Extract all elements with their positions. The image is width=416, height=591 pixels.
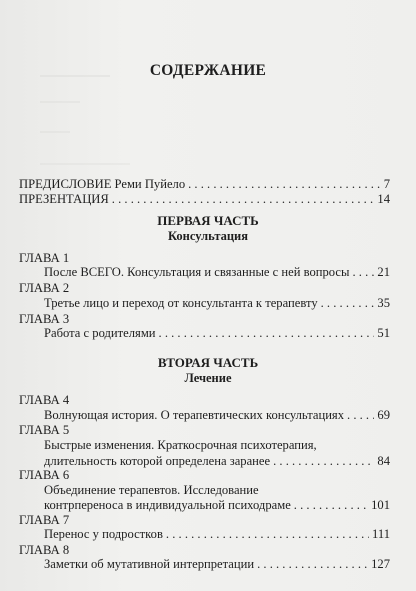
toc-entry[interactable] [44,326,390,341]
leader-dots [321,296,375,311]
toc-entry-page: 127 [371,557,390,571]
leader-dots [112,192,375,207]
leader-dots [347,408,374,423]
toc-entry-page: 14 [377,192,390,206]
chapter-label: ГЛАВА 1 [19,251,70,265]
part-subtitle: Лечение [184,371,232,385]
toc-entry-page: 21 [377,265,390,279]
toc-entry-title: Перенос у подростков [44,527,163,541]
chapter-label: ГЛАВА 5 [19,423,70,437]
toc-entry[interactable] [44,498,390,513]
chapter-label: ГЛАВА 6 [19,468,70,482]
toc-entry-title: Волнующая история. О терапевтических консультациях [44,408,345,422]
page-title: СОДЕРЖАНИЕ [149,62,267,79]
toc-entry-title: ПРЕЗЕНТАЦИЯ [19,192,109,206]
show-through-lines [40,68,160,178]
toc-entry[interactable] [19,177,390,192]
toc-entry-page: 7 [383,177,390,191]
chapter-label: ГЛАВА 2 [19,281,70,295]
toc-entry-page: 101 [371,498,390,512]
toc-entry[interactable] [44,296,390,311]
chapter-label: ГЛАВА 4 [19,393,70,407]
toc-entry-title: Работа с родителями [44,326,156,340]
toc-entry-title: Третье лицо и переход от консультанта к терапевту [44,296,318,310]
leader-dots [273,454,374,469]
toc-entry-page: 51 [377,326,390,340]
toc-entry-page: 35 [377,296,390,310]
show-through-marks [40,68,160,178]
leader-dots [294,498,368,513]
chapter-label: ГЛАВА 7 [19,513,70,527]
toc-entry[interactable] [19,192,390,207]
toc-entry-title: длительность которой определена заранее [44,454,271,468]
chapter-label: ГЛАВА 3 [19,312,70,326]
part-heading: ПЕРВАЯ ЧАСТЬ [157,213,259,228]
leader-dots [188,177,381,192]
leader-dots [257,557,368,572]
toc-entry-page: 84 [377,454,390,468]
part-heading: ВТОРАЯ ЧАСТЬ [157,355,259,370]
toc-entry[interactable] [44,408,390,423]
toc-entry-title-line1: Объединение терапевтов. Исследование [44,483,259,497]
leader-dots [352,265,374,280]
toc-entry-title: После ВСЕГО. Консультация и связанные с ней вопросы [44,265,350,279]
toc-entry-title-line1: Быстрые изменения. Краткосрочная психотерапия, [44,438,317,452]
toc-entry[interactable] [44,527,390,542]
leader-dots [166,527,369,542]
toc-entry-page: 111 [372,527,390,541]
toc-entry[interactable] [44,557,390,572]
toc-entry-page: 69 [377,408,390,422]
toc-entry-title: контрпереноса в индивидуальной психодраме [44,498,291,512]
part-subtitle: Консультация [167,229,249,243]
toc-entry-title: Заметки об мутативной интерпретации [44,557,255,571]
leader-dots [159,326,375,341]
toc-entry[interactable] [44,454,390,469]
toc-entry-title: ПРЕДИСЛОВИЕ Реми Пуйело [19,177,186,191]
chapter-label: ГЛАВА 8 [19,543,70,557]
toc-entry[interactable] [44,265,390,280]
